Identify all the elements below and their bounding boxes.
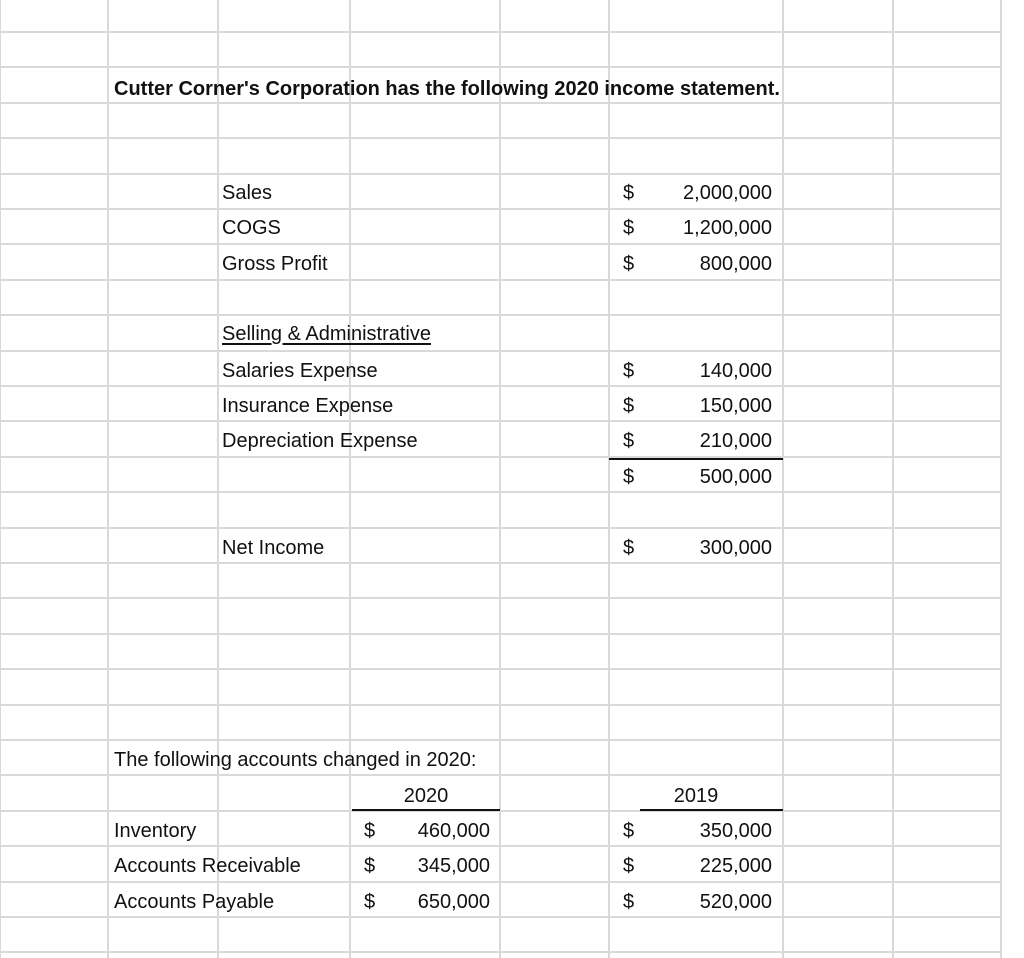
value-2019-ap[interactable]: 520,000 [699,891,772,913]
label-depreciation[interactable]: Depreciation Expense [222,430,418,452]
label-net-income[interactable]: Net Income [222,537,325,559]
header-2020-underline [352,809,500,811]
currency-2020-ar: $ [364,855,376,877]
label-sales[interactable]: Sales [222,182,273,204]
currency-depreciation: $ [623,430,635,452]
label-accounts-payable[interactable]: Accounts Payable [114,891,275,913]
header-2019[interactable]: 2019 [673,785,719,807]
label-insurance[interactable]: Insurance Expense [222,395,394,417]
currency-2020-inventory: $ [364,820,376,842]
header-2019-underline [640,809,783,811]
currency-salaries: $ [623,360,635,382]
label-inventory[interactable]: Inventory [114,820,197,842]
label-cogs[interactable]: COGS [222,217,281,239]
value-net-income[interactable]: 300,000 [699,537,772,559]
value-2020-ap[interactable]: 650,000 [417,891,490,913]
value-2020-inventory[interactable]: 460,000 [417,820,490,842]
currency-sales: $ [623,182,635,204]
changes-heading[interactable]: The following accounts changed in 2020: [114,749,477,771]
label-accounts-receivable[interactable]: Accounts Receivable [114,855,301,877]
value-2019-inventory[interactable]: 350,000 [699,820,772,842]
label-salaries[interactable]: Salaries Expense [222,360,378,382]
label-sga-header[interactable]: Selling & Administrative [222,323,431,345]
value-salaries[interactable]: 140,000 [699,360,772,382]
value-sales[interactable]: 2,000,000 [683,182,772,204]
currency-insurance: $ [623,395,635,417]
currency-2020-ap: $ [364,891,376,913]
currency-sga-total: $ [623,466,635,488]
sum-underline [609,458,783,460]
page-title[interactable]: Cutter Corner's Corporation has the following 2020 income statement. [114,78,780,100]
header-2020[interactable]: 2020 [403,785,449,807]
value-2019-ar[interactable]: 225,000 [699,855,772,877]
label-gross-profit[interactable]: Gross Profit [222,253,328,275]
currency-net-income: $ [623,537,635,559]
value-gross-profit[interactable]: 800,000 [699,253,772,275]
currency-cogs: $ [623,217,635,239]
value-insurance[interactable]: 150,000 [699,395,772,417]
value-2020-ar[interactable]: 345,000 [417,855,490,877]
value-depreciation[interactable]: 210,000 [699,430,772,452]
currency-2019-ap: $ [623,891,635,913]
value-sga-total[interactable]: 500,000 [699,466,772,488]
currency-2019-ar: $ [623,855,635,877]
currency-gross-profit: $ [623,253,635,275]
currency-2019-inventory: $ [623,820,635,842]
value-cogs[interactable]: 1,200,000 [683,217,772,239]
